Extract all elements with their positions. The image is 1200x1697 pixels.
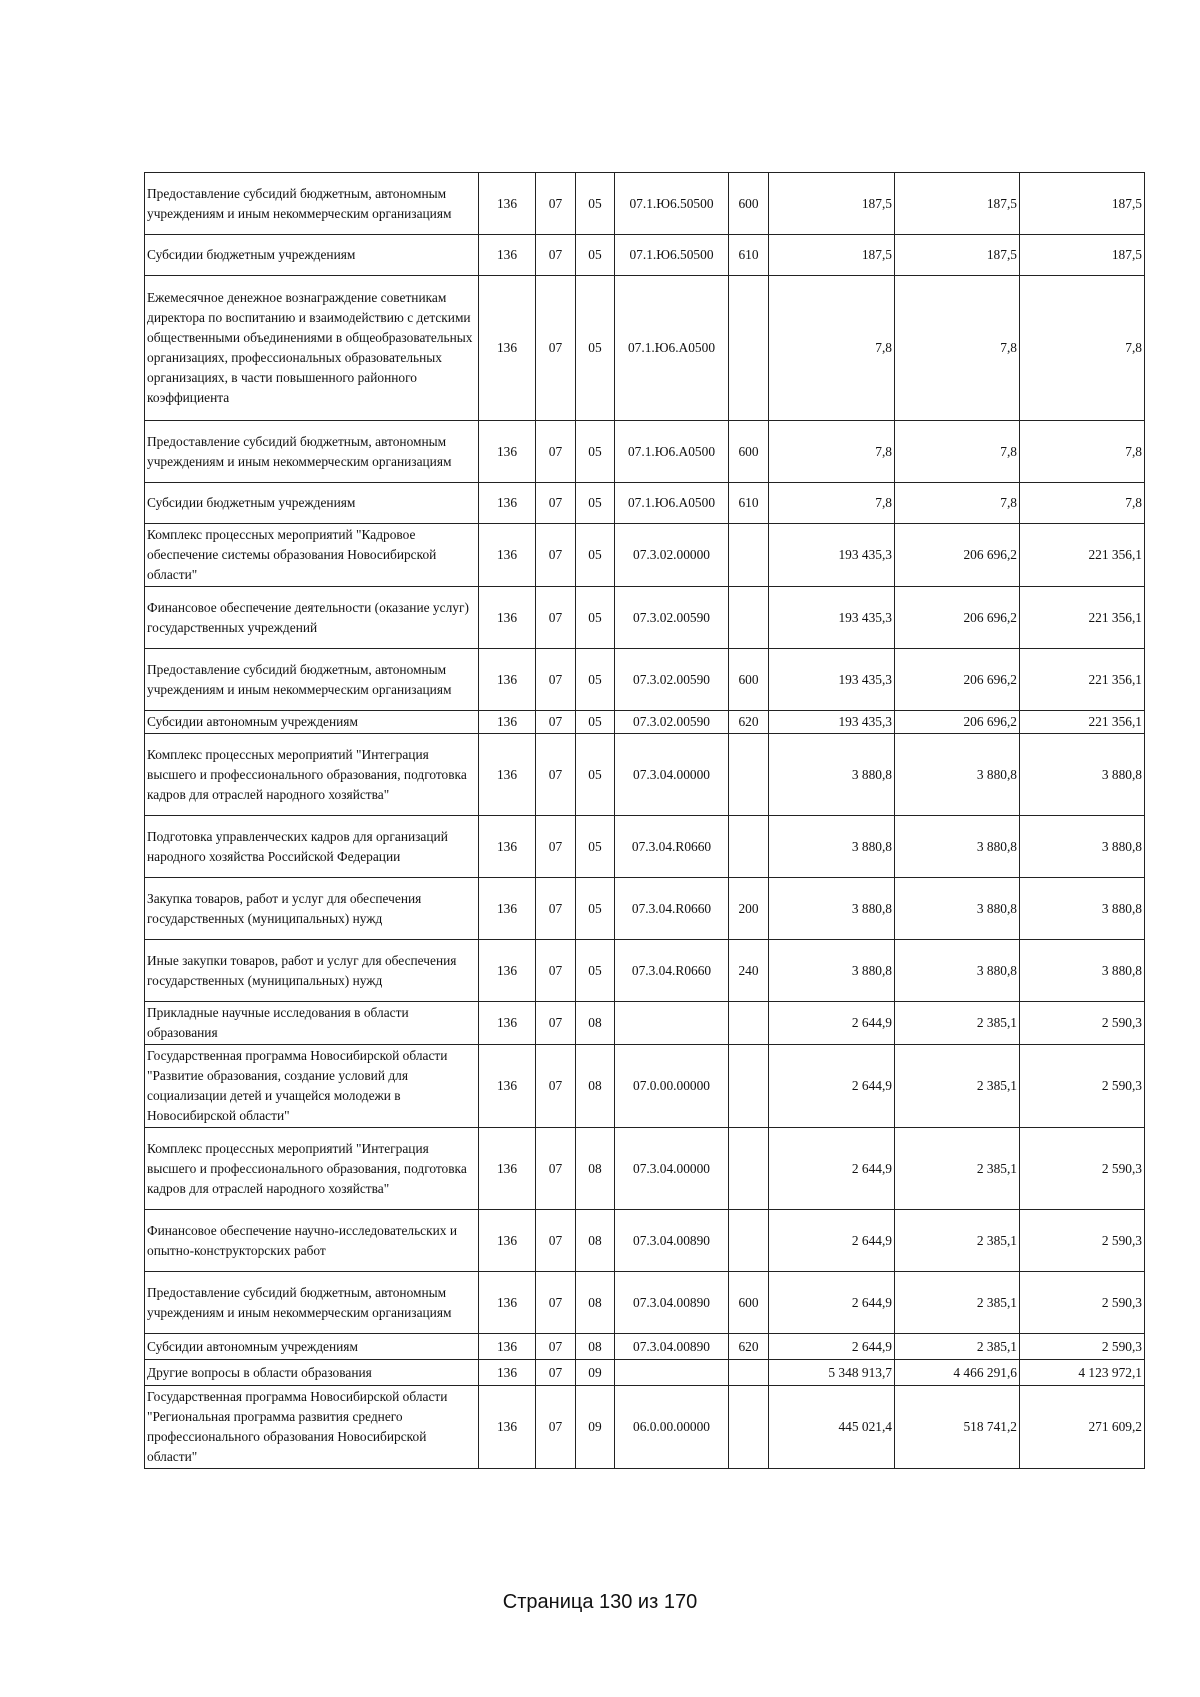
row-pr-cell: 05 <box>576 235 615 276</box>
row-name-cell: Прикладные научные исследования в области образования <box>145 1002 479 1045</box>
row-vr-cell <box>729 1128 769 1210</box>
row-rz-cell: 07 <box>536 734 576 816</box>
row-amount-year2-cell: 518 741,2 <box>895 1386 1020 1469</box>
row-pr-cell: 08 <box>576 1128 615 1210</box>
row-rz-cell: 07 <box>536 649 576 711</box>
row-name-cell: Финансовое обеспечение деятельности (оказание услуг) государственных учреждений <box>145 587 479 649</box>
row-vr-cell: 600 <box>729 649 769 711</box>
row-csr-cell: 07.3.04.R0660 <box>615 940 729 1002</box>
row-rz-cell: 07 <box>536 1334 576 1360</box>
row-name-cell: Предоставление субсидий бюджетным, автономным учреждениям и иным некоммерческим организациям <box>145 173 479 235</box>
table-row <box>145 483 1145 524</box>
row-vr-cell: 600 <box>729 1272 769 1334</box>
row-rz-cell: 07 <box>536 1128 576 1210</box>
row-amount-year2-cell: 2 385,1 <box>895 1045 1020 1128</box>
table-row <box>145 1334 1145 1360</box>
row-rz-cell: 07 <box>536 1002 576 1045</box>
row-name-cell: Субсидии бюджетным учреждениям <box>145 235 479 276</box>
row-csr-cell: 07.0.00.00000 <box>615 1045 729 1128</box>
row-vr-cell <box>729 276 769 421</box>
row-amount-year2-cell: 2 385,1 <box>895 1334 1020 1360</box>
row-rz-cell: 07 <box>536 1045 576 1128</box>
row-pr-cell: 08 <box>576 1334 615 1360</box>
row-vr-cell: 620 <box>729 711 769 734</box>
row-name-cell: Ежемесячное денежное вознаграждение советникам директора по воспитанию и взаимодействию с детскими общественными объединениями в общеобразовательных организациях, профессиональных образовательных организациях, в части повышенного районного коэффициента <box>145 276 479 421</box>
row-amount-year3-cell: 221 356,1 <box>1020 711 1145 734</box>
row-amount-year3-cell: 2 590,3 <box>1020 1002 1145 1045</box>
row-amount-year2-cell: 206 696,2 <box>895 587 1020 649</box>
table-row <box>145 711 1145 734</box>
row-ved-cell: 136 <box>479 878 536 940</box>
row-ved-cell: 136 <box>479 1210 536 1272</box>
row-rz-cell: 07 <box>536 235 576 276</box>
row-amount-year1-cell: 187,5 <box>769 173 895 235</box>
row-ved-cell: 136 <box>479 524 536 587</box>
row-name-cell: Субсидии автономным учреждениям <box>145 1334 479 1360</box>
table-row <box>145 1210 1145 1272</box>
row-csr-cell: 07.1.Ю6.50500 <box>615 235 729 276</box>
table-row <box>145 1386 1145 1469</box>
row-amount-year1-cell: 193 435,3 <box>769 711 895 734</box>
row-rz-cell: 07 <box>536 878 576 940</box>
row-name-cell: Предоставление субсидий бюджетным, автономным учреждениям и иным некоммерческим организациям <box>145 421 479 483</box>
row-amount-year1-cell: 2 644,9 <box>769 1210 895 1272</box>
row-ved-cell: 136 <box>479 1002 536 1045</box>
row-csr-cell: 07.1.Ю6.А0500 <box>615 483 729 524</box>
row-pr-cell: 05 <box>576 276 615 421</box>
row-name-cell: Комплекс процессных мероприятий "Интеграция высшего и профессионального образования, подготовка кадров для отраслей народного хозяйства" <box>145 734 479 816</box>
row-amount-year2-cell: 7,8 <box>895 276 1020 421</box>
row-amount-year2-cell: 2 385,1 <box>895 1210 1020 1272</box>
table-body <box>145 173 1145 1469</box>
row-amount-year3-cell: 221 356,1 <box>1020 524 1145 587</box>
row-pr-cell: 05 <box>576 940 615 1002</box>
row-rz-cell: 07 <box>536 173 576 235</box>
row-amount-year2-cell: 206 696,2 <box>895 711 1020 734</box>
row-ved-cell: 136 <box>479 587 536 649</box>
row-amount-year3-cell: 187,5 <box>1020 173 1145 235</box>
table-row <box>145 524 1145 587</box>
row-name-cell: Субсидии бюджетным учреждениям <box>145 483 479 524</box>
row-name-cell: Иные закупки товаров, работ и услуг для обеспечения государственных (муниципальных) нужд <box>145 940 479 1002</box>
row-vr-cell: 610 <box>729 483 769 524</box>
row-vr-cell: 600 <box>729 173 769 235</box>
row-ved-cell: 136 <box>479 276 536 421</box>
row-vr-cell: 240 <box>729 940 769 1002</box>
row-amount-year3-cell: 3 880,8 <box>1020 816 1145 878</box>
row-pr-cell: 05 <box>576 173 615 235</box>
row-amount-year2-cell: 2 385,1 <box>895 1272 1020 1334</box>
row-rz-cell: 07 <box>536 1272 576 1334</box>
row-amount-year2-cell: 3 880,8 <box>895 816 1020 878</box>
row-amount-year1-cell: 193 435,3 <box>769 587 895 649</box>
row-vr-cell: 620 <box>729 1334 769 1360</box>
table-row <box>145 816 1145 878</box>
row-ved-cell: 136 <box>479 173 536 235</box>
row-pr-cell: 08 <box>576 1210 615 1272</box>
row-name-cell: Государственная программа Новосибирской области "Развитие образования, создание условий для социализации детей и учащейся молодежи в Новосибирской области" <box>145 1045 479 1128</box>
row-amount-year3-cell: 7,8 <box>1020 483 1145 524</box>
row-amount-year1-cell: 3 880,8 <box>769 734 895 816</box>
row-amount-year1-cell: 3 880,8 <box>769 940 895 1002</box>
row-name-cell: Комплекс процессных мероприятий "Интеграция высшего и профессионального образования, подготовка кадров для отраслей народного хозяйства" <box>145 1128 479 1210</box>
row-ved-cell: 136 <box>479 421 536 483</box>
row-pr-cell: 05 <box>576 524 615 587</box>
row-amount-year3-cell: 2 590,3 <box>1020 1334 1145 1360</box>
table-row <box>145 1002 1145 1045</box>
row-amount-year3-cell: 2 590,3 <box>1020 1210 1145 1272</box>
row-vr-cell <box>729 734 769 816</box>
row-csr-cell <box>615 1360 729 1386</box>
table-row <box>145 1045 1145 1128</box>
row-name-cell: Закупка товаров, работ и услуг для обеспечения государственных (муниципальных) нужд <box>145 878 479 940</box>
row-amount-year1-cell: 445 021,4 <box>769 1386 895 1469</box>
row-amount-year3-cell: 221 356,1 <box>1020 587 1145 649</box>
row-amount-year1-cell: 2 644,9 <box>769 1045 895 1128</box>
row-amount-year3-cell: 3 880,8 <box>1020 734 1145 816</box>
row-ved-cell: 136 <box>479 1128 536 1210</box>
row-csr-cell: 07.3.04.R0660 <box>615 816 729 878</box>
row-rz-cell: 07 <box>536 711 576 734</box>
row-vr-cell <box>729 1002 769 1045</box>
table-row <box>145 940 1145 1002</box>
row-ved-cell: 136 <box>479 1045 536 1128</box>
row-amount-year3-cell: 221 356,1 <box>1020 649 1145 711</box>
row-pr-cell: 05 <box>576 421 615 483</box>
row-ved-cell: 136 <box>479 483 536 524</box>
row-amount-year2-cell: 3 880,8 <box>895 878 1020 940</box>
row-amount-year3-cell: 187,5 <box>1020 235 1145 276</box>
table-row <box>145 587 1145 649</box>
row-vr-cell: 200 <box>729 878 769 940</box>
row-amount-year2-cell: 2 385,1 <box>895 1128 1020 1210</box>
row-amount-year1-cell: 2 644,9 <box>769 1334 895 1360</box>
row-ved-cell: 136 <box>479 1272 536 1334</box>
row-amount-year3-cell: 271 609,2 <box>1020 1386 1145 1469</box>
row-rz-cell: 07 <box>536 1360 576 1386</box>
row-ved-cell: 136 <box>479 816 536 878</box>
row-csr-cell: 07.3.04.00890 <box>615 1334 729 1360</box>
row-amount-year1-cell: 187,5 <box>769 235 895 276</box>
row-pr-cell: 05 <box>576 816 615 878</box>
row-csr-cell: 07.3.02.00000 <box>615 524 729 587</box>
row-amount-year2-cell: 206 696,2 <box>895 524 1020 587</box>
table-row <box>145 1272 1145 1334</box>
page-number: Страница 130 из 170 <box>502 1591 698 1613</box>
table-row <box>145 173 1145 235</box>
row-pr-cell: 08 <box>576 1272 615 1334</box>
row-amount-year1-cell: 7,8 <box>769 421 895 483</box>
row-vr-cell <box>729 816 769 878</box>
row-vr-cell <box>729 1360 769 1386</box>
row-amount-year1-cell: 7,8 <box>769 483 895 524</box>
row-name-cell: Государственная программа Новосибирской области "Региональная программа развития среднего профессионального образования Новосибирской области" <box>145 1386 479 1469</box>
row-amount-year3-cell: 2 590,3 <box>1020 1045 1145 1128</box>
table-row <box>145 235 1145 276</box>
row-csr-cell: 07.3.04.00890 <box>615 1210 729 1272</box>
row-amount-year3-cell: 7,8 <box>1020 421 1145 483</box>
row-pr-cell: 05 <box>576 711 615 734</box>
row-rz-cell: 07 <box>536 483 576 524</box>
row-name-cell: Комплекс процессных мероприятий "Кадровое обеспечение системы образования Новосибирской области" <box>145 524 479 587</box>
row-ved-cell: 136 <box>479 1334 536 1360</box>
row-ved-cell: 136 <box>479 649 536 711</box>
row-ved-cell: 136 <box>479 711 536 734</box>
row-amount-year1-cell: 2 644,9 <box>769 1002 895 1045</box>
table-row <box>145 1360 1145 1386</box>
row-pr-cell: 05 <box>576 483 615 524</box>
row-csr-cell: 07.1.Ю6.А0500 <box>615 421 729 483</box>
table-row <box>145 734 1145 816</box>
row-amount-year1-cell: 3 880,8 <box>769 816 895 878</box>
row-pr-cell: 05 <box>576 878 615 940</box>
row-vr-cell <box>729 524 769 587</box>
row-rz-cell: 07 <box>536 421 576 483</box>
row-vr-cell: 610 <box>729 235 769 276</box>
row-pr-cell: 08 <box>576 1045 615 1128</box>
row-amount-year1-cell: 2 644,9 <box>769 1272 895 1334</box>
row-amount-year3-cell: 2 590,3 <box>1020 1272 1145 1334</box>
row-csr-cell: 07.1.Ю6.50500 <box>615 173 729 235</box>
row-pr-cell: 09 <box>576 1360 615 1386</box>
row-amount-year1-cell: 2 644,9 <box>769 1128 895 1210</box>
row-rz-cell: 07 <box>536 524 576 587</box>
row-name-cell: Предоставление субсидий бюджетным, автономным учреждениям и иным некоммерческим организациям <box>145 649 479 711</box>
row-amount-year1-cell: 3 880,8 <box>769 878 895 940</box>
row-ved-cell: 136 <box>479 734 536 816</box>
row-csr-cell: 07.3.02.00590 <box>615 587 729 649</box>
row-name-cell: Другие вопросы в области образования <box>145 1360 479 1386</box>
row-csr-cell: 07.3.04.R0660 <box>615 878 729 940</box>
row-csr-cell: 07.1.Ю6.А0500 <box>615 276 729 421</box>
row-pr-cell: 05 <box>576 649 615 711</box>
row-csr-cell <box>615 1002 729 1045</box>
row-amount-year3-cell: 4 123 972,1 <box>1020 1360 1145 1386</box>
table-row <box>145 276 1145 421</box>
budget-table <box>144 172 1145 1469</box>
row-vr-cell: 600 <box>729 421 769 483</box>
row-ved-cell: 136 <box>479 1360 536 1386</box>
row-ved-cell: 136 <box>479 1386 536 1469</box>
row-pr-cell: 09 <box>576 1386 615 1469</box>
row-vr-cell <box>729 1386 769 1469</box>
row-amount-year2-cell: 187,5 <box>895 235 1020 276</box>
row-amount-year2-cell: 187,5 <box>895 173 1020 235</box>
table-row <box>145 878 1145 940</box>
row-vr-cell <box>729 1210 769 1272</box>
row-name-cell: Подготовка управленческих кадров для организаций народного хозяйства Российской Федерации <box>145 816 479 878</box>
table-row <box>145 649 1145 711</box>
row-amount-year2-cell: 4 466 291,6 <box>895 1360 1020 1386</box>
row-amount-year1-cell: 7,8 <box>769 276 895 421</box>
row-csr-cell: 07.3.04.00890 <box>615 1272 729 1334</box>
row-amount-year2-cell: 7,8 <box>895 483 1020 524</box>
row-amount-year2-cell: 3 880,8 <box>895 734 1020 816</box>
row-ved-cell: 136 <box>479 235 536 276</box>
row-vr-cell <box>729 587 769 649</box>
row-amount-year1-cell: 193 435,3 <box>769 649 895 711</box>
row-pr-cell: 05 <box>576 587 615 649</box>
row-name-cell: Предоставление субсидий бюджетным, автономным учреждениям и иным некоммерческим организациям <box>145 1272 479 1334</box>
row-amount-year1-cell: 5 348 913,7 <box>769 1360 895 1386</box>
row-amount-year3-cell: 2 590,3 <box>1020 1128 1145 1210</box>
row-rz-cell: 07 <box>536 816 576 878</box>
row-vr-cell <box>729 1045 769 1128</box>
table-row <box>145 1128 1145 1210</box>
row-rz-cell: 07 <box>536 276 576 421</box>
row-amount-year3-cell: 3 880,8 <box>1020 940 1145 1002</box>
row-rz-cell: 07 <box>536 940 576 1002</box>
row-ved-cell: 136 <box>479 940 536 1002</box>
row-csr-cell: 07.3.02.00590 <box>615 649 729 711</box>
row-csr-cell: 07.3.02.00590 <box>615 711 729 734</box>
table-row <box>145 421 1145 483</box>
row-name-cell: Субсидии автономным учреждениям <box>145 711 479 734</box>
row-pr-cell: 08 <box>576 1002 615 1045</box>
row-amount-year2-cell: 3 880,8 <box>895 940 1020 1002</box>
row-amount-year3-cell: 3 880,8 <box>1020 878 1145 940</box>
row-amount-year2-cell: 206 696,2 <box>895 649 1020 711</box>
row-amount-year3-cell: 7,8 <box>1020 276 1145 421</box>
row-rz-cell: 07 <box>536 587 576 649</box>
row-pr-cell: 05 <box>576 734 615 816</box>
row-amount-year2-cell: 7,8 <box>895 421 1020 483</box>
row-amount-year1-cell: 193 435,3 <box>769 524 895 587</box>
row-csr-cell: 07.3.04.00000 <box>615 734 729 816</box>
row-rz-cell: 07 <box>536 1210 576 1272</box>
row-csr-cell: 07.3.04.00000 <box>615 1128 729 1210</box>
row-name-cell: Финансовое обеспечение научно-исследовательских и опытно-конструкторских работ <box>145 1210 479 1272</box>
row-amount-year2-cell: 2 385,1 <box>895 1002 1020 1045</box>
row-csr-cell: 06.0.00.00000 <box>615 1386 729 1469</box>
row-rz-cell: 07 <box>536 1386 576 1469</box>
